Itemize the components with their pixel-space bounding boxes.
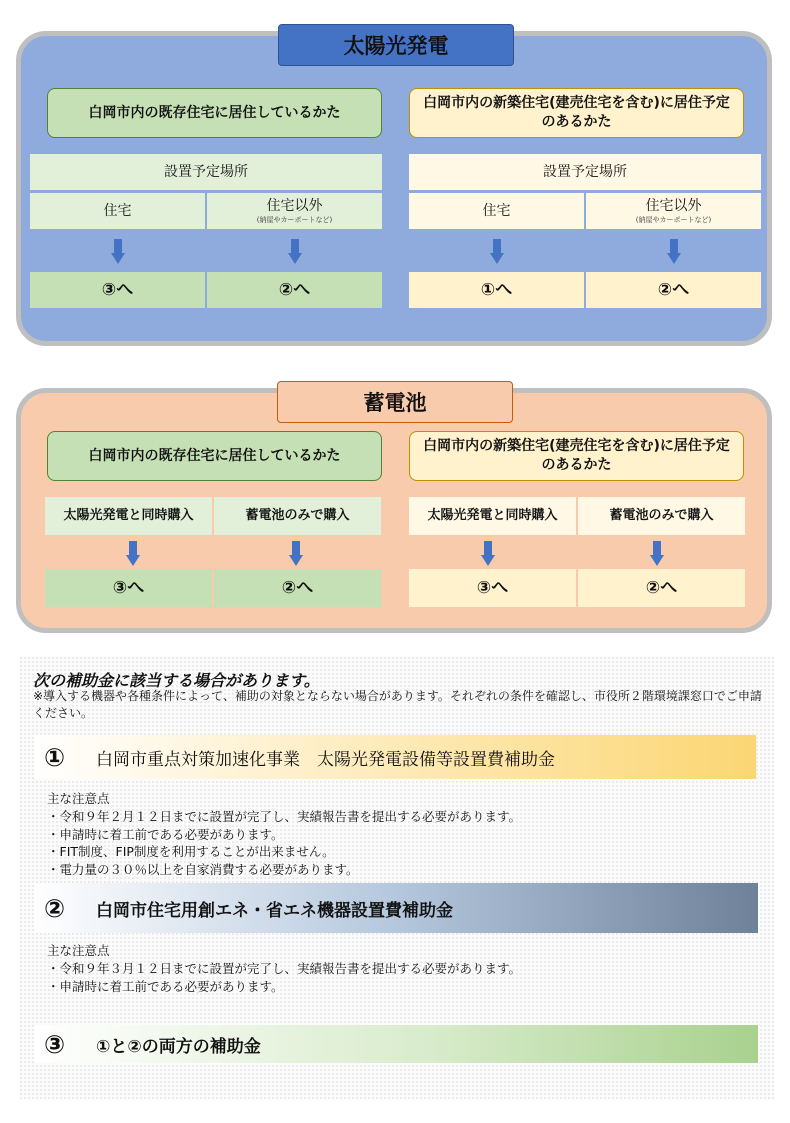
note-item: ・令和９年３月１２日までに設置が完了し、実績報告書を提出する必要があります。: [47, 960, 522, 976]
info-note: ※導入する機器や各種条件によって、補助の対象とならない場合があります。それぞれの条件を確認し、市役所２階環境課窓口でご申請ください。: [33, 689, 762, 721]
solar-right-place-header: 設置予定場所: [409, 154, 761, 190]
subsidy-3-title: ①と②の両方の補助金: [96, 1036, 261, 1057]
subsidy-1-title: 白岡市重点対策加速化事業 太陽光発電設備等設置費補助金: [96, 749, 555, 770]
battery-right-result-2: ②へ: [578, 569, 745, 607]
battery-left-result-2: ②へ: [214, 569, 381, 607]
note-item: ・電力量の３０％以上を自家消費する必要があります。: [47, 862, 359, 877]
down-arrow-icon: [490, 239, 504, 265]
subsidy-1-number: ①: [44, 742, 66, 772]
down-arrow-icon: [650, 541, 664, 567]
solar-right-who: 白岡市内の新築住宅(建売住宅を含む)に居住予定のあるかた: [409, 88, 744, 138]
battery-right-result-1: ③へ: [409, 569, 576, 607]
subsidy-2-notes: [47, 942, 521, 995]
battery-left-option-with-solar: 太陽光発電と同時購入: [45, 497, 212, 535]
info-heading: 次の補助金に該当する場合があります。: [33, 671, 320, 690]
subsidy-3-bar: [34, 1025, 758, 1063]
battery-title: 蓄電池: [277, 381, 513, 423]
note-item: ・申請時に着工前である必要があります。: [47, 826, 284, 842]
notes-title: 主な注意点: [47, 791, 110, 806]
down-arrow-icon: [289, 541, 303, 567]
solar-right-option-other: 住宅以外 (納屋やカーポートなど): [586, 193, 761, 229]
note-item: ・令和９年２月１２日までに設置が完了し、実績報告書を提出する必要があります。: [47, 808, 522, 824]
battery-left-result-1: ③へ: [45, 569, 212, 607]
subsidy-3-number: ③: [44, 1029, 66, 1059]
solar-left-who: 白岡市内の既存住宅に居住しているかた: [47, 88, 382, 138]
subsidy-1-notes: [47, 790, 521, 879]
solar-right-result-1: ①へ: [409, 272, 584, 308]
subsidy-1-bar: [34, 735, 756, 779]
subsidy-2-title: 白岡市住宅用創エネ・省エネ機器設置費補助金: [96, 900, 453, 921]
solar-left-result-1: ③へ: [30, 272, 205, 308]
solar-left-place-header: 設置予定場所: [30, 154, 382, 190]
down-arrow-icon: [481, 541, 495, 567]
solar-left-result-2: ②へ: [207, 272, 382, 308]
subsidy-2-number: ②: [44, 893, 66, 923]
solar-left-option-other: 住宅以外 (納屋やカーポートなど): [207, 193, 382, 229]
note-item: ・申請時に着工前である必要があります。: [47, 978, 284, 994]
note-item: ・FIT制度、FIP制度を利用することが出来ません。: [47, 844, 335, 860]
notes-title: 主な注意点: [47, 943, 110, 958]
battery-left-option-only: 蓄電池のみで購入: [214, 497, 381, 535]
down-arrow-icon: [667, 239, 681, 265]
solar-left-option-house: 住宅: [30, 193, 205, 229]
solar-right-option-house: 住宅: [409, 193, 584, 229]
battery-left-who: 白岡市内の既存住宅に居住しているかた: [47, 431, 382, 481]
down-arrow-icon: [288, 239, 302, 265]
solar-right-result-2: ②へ: [586, 272, 761, 308]
battery-right-option-only: 蓄電池のみで購入: [578, 497, 745, 535]
down-arrow-icon: [126, 541, 140, 567]
down-arrow-icon: [111, 239, 125, 265]
solar-title: 太陽光発電: [278, 24, 514, 66]
battery-right-option-with-solar: 太陽光発電と同時購入: [409, 497, 576, 535]
subsidy-2-bar: [34, 883, 758, 933]
battery-right-who: 白岡市内の新築住宅(建売住宅を含む)に居住予定のあるかた: [409, 431, 744, 481]
